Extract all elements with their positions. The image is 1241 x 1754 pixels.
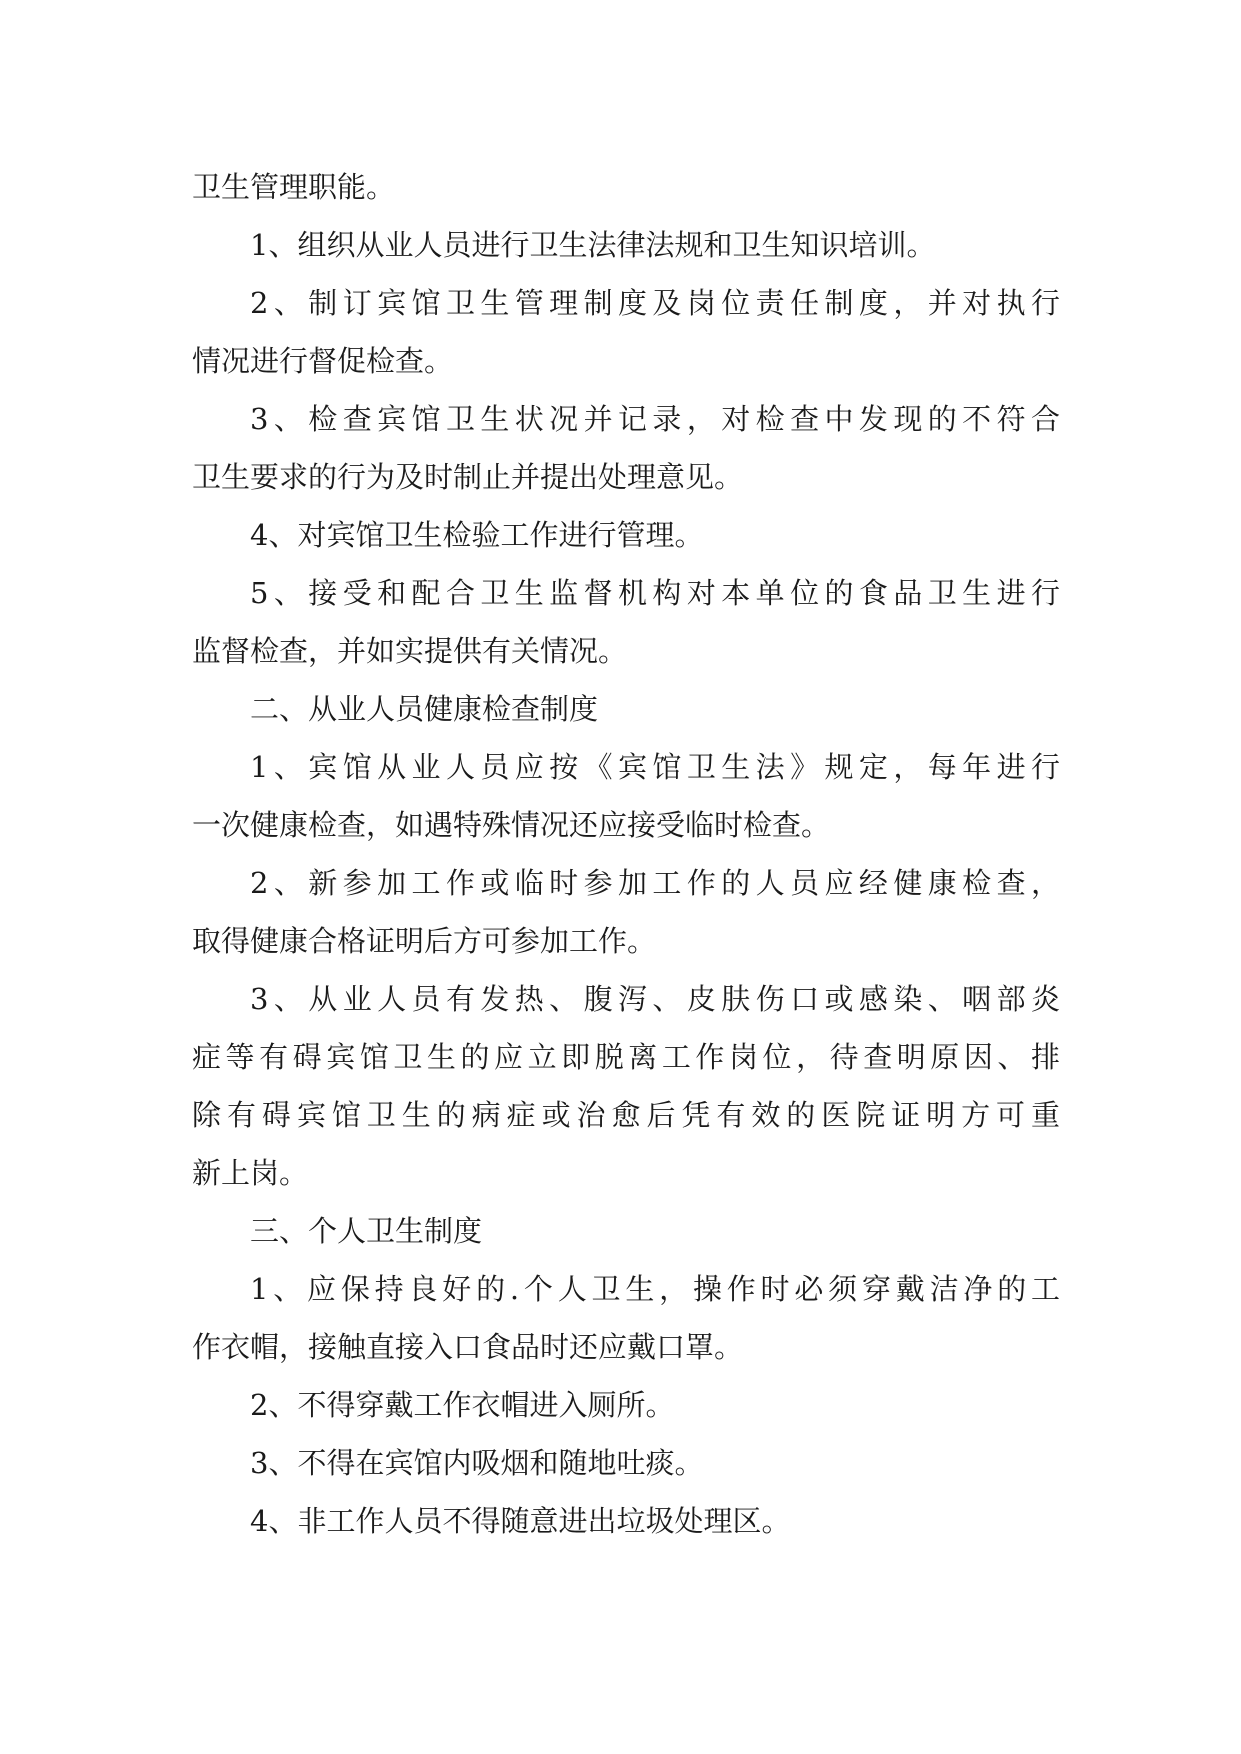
text-line: 取得健康合格证明后方可参加工作。 [192,924,657,958]
text-line: 4、对宾馆卫生检验工作进行管理。 [250,518,704,552]
text-line: 卫生管理职能。 [192,170,396,204]
text-line: 1、应保持良好的.个人卫生，操作时必须穿戴洁净的工 [250,1272,1060,1306]
text-line: 2、不得穿戴工作衣帽进入厕所。 [250,1388,675,1422]
text-line: 一次健康检查，如遇特殊情况还应接受临时检查。 [192,808,831,842]
text-line: 5、接受和配合卫生监督机构对本单位的食品卫生进行 [250,576,1060,610]
text-line: 3、从业人员有发热、腹泻、皮肤伤口或感染、咽部炎 [250,982,1060,1016]
document-body [192,158,1060,1550]
text-line: 2、制订宾馆卫生管理制度及岗位责任制度，并对执行 [250,286,1060,320]
text-line: 1、宾馆从业人员应按《宾馆卫生法》规定，每年进行 [250,750,1060,784]
text-line: 1、组织从业人员进行卫生法律法规和卫生知识培训。 [250,228,936,262]
text-line: 作衣帽，接触直接入口食品时还应戴口罩。 [192,1330,744,1364]
text-line: 二、从业人员健康检查制度 [250,692,599,726]
text-line: 情况进行督促检查。 [192,344,454,378]
text-line: 4、非工作人员不得随意进出垃圾处理区。 [250,1504,791,1538]
text-line: 症等有碍宾馆卫生的应立即脱离工作岗位，待查明原因、排 [192,1040,1060,1074]
text-line: 3、检查宾馆卫生状况并记录，对检查中发现的不符合 [250,402,1060,436]
text-line: 三、个人卫生制度 [250,1214,483,1248]
text-line: 3、不得在宾馆内吸烟和随地吐痰。 [250,1446,704,1480]
text-line: 卫生要求的行为及时制止并提出处理意见。 [192,460,744,494]
text-line: 2、新参加工作或临时参加工作的人员应经健康检查， [250,866,1060,900]
text-line: 新上岗。 [192,1156,309,1190]
text-line: 监督检查，并如实提供有关情况。 [192,634,628,668]
text-line: 除有碍宾馆卫生的病症或治愈后凭有效的医院证明方可重 [192,1098,1060,1132]
